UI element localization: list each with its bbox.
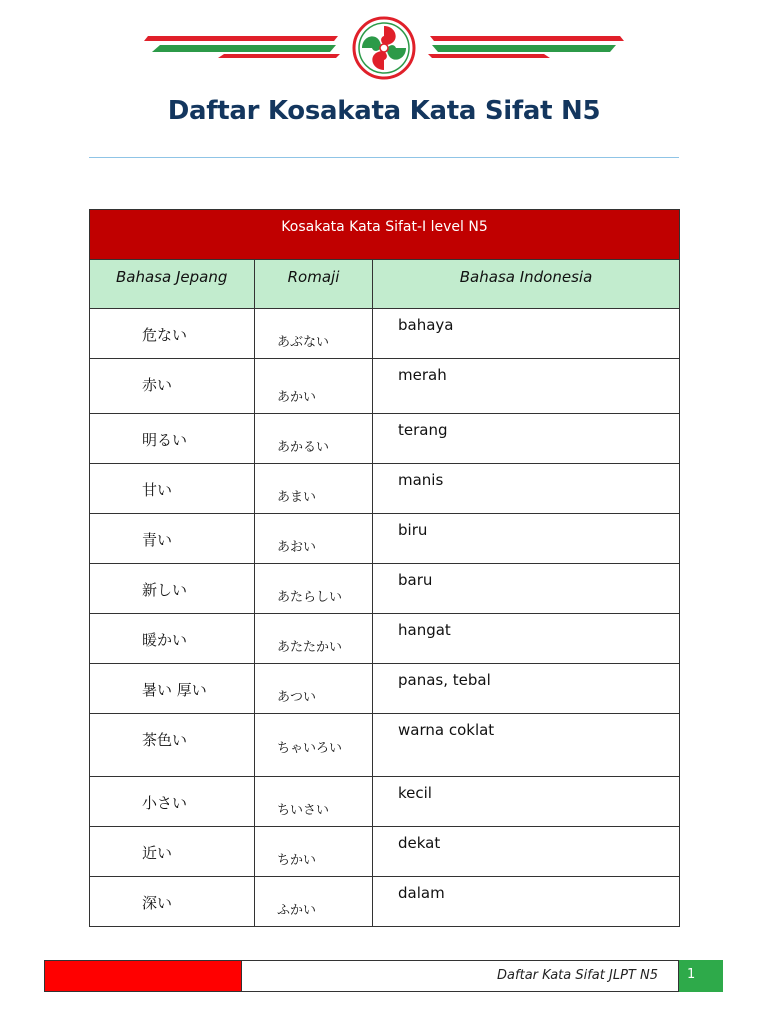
table-row: [90, 664, 680, 714]
table-row: [90, 309, 680, 359]
cell-japanese: 甘い: [90, 464, 255, 514]
cell-japanese: 茶色い: [90, 714, 255, 777]
cell-romaji: あかるい: [255, 414, 373, 464]
cell-romaji: あまい: [255, 464, 373, 514]
cell-romaji: あたらしい: [255, 564, 373, 614]
cell-romaji: あつい: [255, 664, 373, 714]
cell-japanese: 暑い 厚い: [90, 664, 255, 714]
cell-romaji: ちいさい: [255, 777, 373, 827]
table-row: [90, 777, 680, 827]
cell-indonesian: biru: [373, 514, 680, 564]
table-row: [90, 714, 680, 777]
table-row: [90, 827, 680, 877]
cell-indonesian: baru: [373, 564, 680, 614]
cell-indonesian: kecil: [373, 777, 680, 827]
cell-japanese: 明るい: [90, 414, 255, 464]
cell-japanese: 新しい: [90, 564, 255, 614]
cell-japanese: 危ない: [90, 309, 255, 359]
cell-romaji: あかい: [255, 359, 373, 414]
left-red-stripe-lower: [218, 54, 340, 58]
cell-indonesian: manis: [373, 464, 680, 514]
title-divider: [89, 157, 679, 158]
cell-japanese: 深い: [90, 877, 255, 927]
cell-indonesian: bahaya: [373, 309, 680, 359]
cell-japanese: 近い: [90, 827, 255, 877]
cell-indonesian: terang: [373, 414, 680, 464]
table-row: [90, 614, 680, 664]
header-bahasa-indonesia: Bahasa Indonesia: [373, 260, 680, 309]
page-number: 1: [679, 960, 723, 992]
cell-romaji: あおい: [255, 514, 373, 564]
table-row: [90, 464, 680, 514]
footer-text: Daftar Kata Sifat JLPT N5: [497, 968, 658, 983]
emblem-icon: [354, 18, 414, 78]
cell-indonesian: dekat: [373, 827, 680, 877]
table-row: [90, 359, 680, 414]
cell-romaji: あぶない: [255, 309, 373, 359]
footer-red-block: [44, 960, 242, 992]
right-red-stripe: [430, 36, 624, 41]
right-green-stripe: [432, 45, 616, 52]
table-row: [90, 514, 680, 564]
cell-indonesian: warna coklat: [373, 714, 680, 777]
cell-japanese: 赤い: [90, 359, 255, 414]
page-footer: [44, 960, 723, 992]
cell-indonesian: panas, tebal: [373, 664, 680, 714]
cell-indonesian: dalam: [373, 877, 680, 927]
page-title: Daftar Kosakata Kata Sifat N5: [167, 96, 601, 126]
right-red-stripe-lower: [428, 54, 550, 58]
header-bahasa-jepang: Bahasa Jepang: [90, 260, 255, 309]
cell-romaji: ちかい: [255, 827, 373, 877]
table-row: [90, 564, 680, 614]
footer-label-box: [242, 960, 679, 992]
cell-japanese: 小さい: [90, 777, 255, 827]
table-caption: Kosakata Kata Sifat-I level N5: [90, 210, 680, 260]
left-green-stripe: [152, 45, 336, 52]
cell-indonesian: merah: [373, 359, 680, 414]
header-logo: [140, 14, 628, 84]
table-row: [90, 877, 680, 927]
cell-romaji: あたたかい: [255, 614, 373, 664]
cell-japanese: 青い: [90, 514, 255, 564]
cell-romaji: ふかい: [255, 877, 373, 927]
cell-indonesian: hangat: [373, 614, 680, 664]
cell-japanese: 暖かい: [90, 614, 255, 664]
cell-romaji: ちゃいろい: [255, 714, 373, 777]
left-red-stripe: [144, 36, 338, 41]
table-row: [90, 414, 680, 464]
header-romaji: Romaji: [255, 260, 373, 309]
vocabulary-table: [89, 209, 680, 927]
